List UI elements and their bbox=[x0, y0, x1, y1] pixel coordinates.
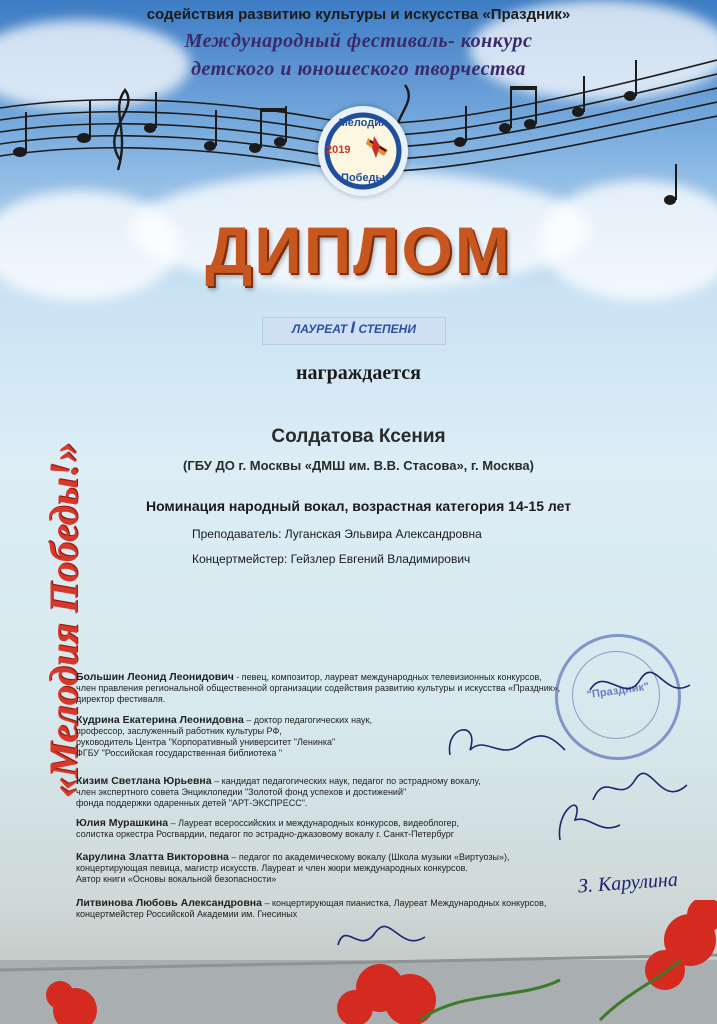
jury-desc: фонда поддержки одаренных детей "АРТ-ЭКСПРЕСС". bbox=[76, 798, 308, 808]
jury-desc: профессор, заслуженный работник культуры РФ, bbox=[76, 726, 282, 736]
signature bbox=[440, 715, 570, 775]
carnations-graphic bbox=[0, 900, 717, 1024]
jury-desc: концертмейстер Российской Академии им. Гнесиных bbox=[76, 909, 298, 919]
logo-text-top: Мелодия bbox=[338, 117, 388, 129]
festival-title-line-1: Международный фестиваль- конкурс bbox=[184, 30, 533, 52]
organization-line: содействия развитию культуры и искусства «Праздник» bbox=[146, 6, 571, 23]
recipient-name: Солдатова Ксения bbox=[271, 426, 446, 447]
jury-name: Литвинова Любовь Александровна bbox=[76, 897, 262, 909]
diploma-title: ДИПЛОМ bbox=[205, 213, 512, 287]
jury-name: Карулина Златта Викторовна bbox=[76, 851, 229, 863]
jury-desc: - певец, композитор, лауреат международных телевизионных конкурсов, bbox=[233, 672, 542, 682]
laureate-word: ЛАУРЕАТ bbox=[292, 322, 348, 336]
teacher-line: Преподаватель: Луганская Эльвира Александровна bbox=[192, 527, 482, 541]
jury-desc: солистка оркестра Росгвардии, педагог по эстрадно-джазовому вокалу г. Санкт-Петербург bbox=[76, 829, 454, 839]
jury-desc: – кандидат педагогических наук, педагог по эстрадному вокалу, bbox=[211, 776, 481, 786]
jury-name: Кудрина Екатерина Леонидовна bbox=[76, 714, 244, 726]
stamp-text: "Праздник" bbox=[586, 680, 650, 702]
signature-karulina: З. Карулина bbox=[577, 868, 679, 898]
logo-year: 2019 bbox=[326, 144, 351, 156]
jury-name: Кизим Светлана Юрьевна bbox=[76, 775, 212, 787]
signature bbox=[545, 790, 625, 850]
jury-desc: член правления региональной общественной организации содействия развитию культуры и искусства «Праздник», bbox=[76, 683, 561, 693]
logo-text-bottom: Победы bbox=[341, 172, 385, 184]
laureate-badge bbox=[262, 317, 446, 345]
jury-name: Юлия Мурашкина bbox=[76, 817, 169, 829]
jury-member bbox=[76, 672, 636, 705]
laureate-degree: I bbox=[350, 318, 356, 337]
jury-desc: – педагог по академическому вокалу (Школа музыки «Виртуозы»), bbox=[228, 852, 510, 862]
jury-desc: – доктор педагогических наук, bbox=[243, 715, 372, 725]
accompanist-line: Концертмейстер: Гейзлер Евгений Владимирович bbox=[192, 552, 471, 566]
nomination: Номинация народный вокал, возрастная категория 14-15 лет bbox=[145, 498, 572, 514]
jury-member bbox=[76, 852, 636, 885]
jury-desc: руководитель Центра "Корпоративный университет "Ленинка" bbox=[76, 737, 336, 747]
jury-desc: концертирующая певица, магистр искусств. Лауреат и член жюри международных конкурсов. bbox=[76, 863, 468, 873]
laureate-degree-word: СТЕПЕНИ bbox=[358, 322, 416, 336]
jury-desc: директор фестиваля. bbox=[76, 694, 166, 704]
jury-desc: ФГБУ "Российская государственная библиотека " bbox=[76, 748, 283, 758]
festival-logo bbox=[318, 106, 408, 196]
jury-desc: – концертирующая пианистка, Лауреат Международных конкурсов, bbox=[261, 898, 547, 908]
festival-title-line-2: детского и юношеского творчества bbox=[191, 58, 526, 80]
side-title-text: «Мелодия Победы!» bbox=[41, 442, 86, 798]
jury-desc: – Лауреат всероссийских и международных конкурсов, видеоблогер, bbox=[168, 818, 459, 828]
jury-desc: Автор книги «Основы вокальной безопасности» bbox=[76, 874, 277, 884]
jury-name: Большин Леонид Леонидович bbox=[76, 671, 234, 683]
st-george-ribbon-icon bbox=[366, 136, 390, 158]
recipient-school: (ГБУ ДО г. Москвы «ДМШ им. В.В. Стасова», г. Москва) bbox=[183, 458, 534, 473]
awarded-text: награждается bbox=[296, 362, 421, 384]
jury-desc: член экспертного совета Энциклопедии "Золотой фонд успехов и достижений" bbox=[76, 787, 407, 797]
signature bbox=[585, 660, 695, 710]
